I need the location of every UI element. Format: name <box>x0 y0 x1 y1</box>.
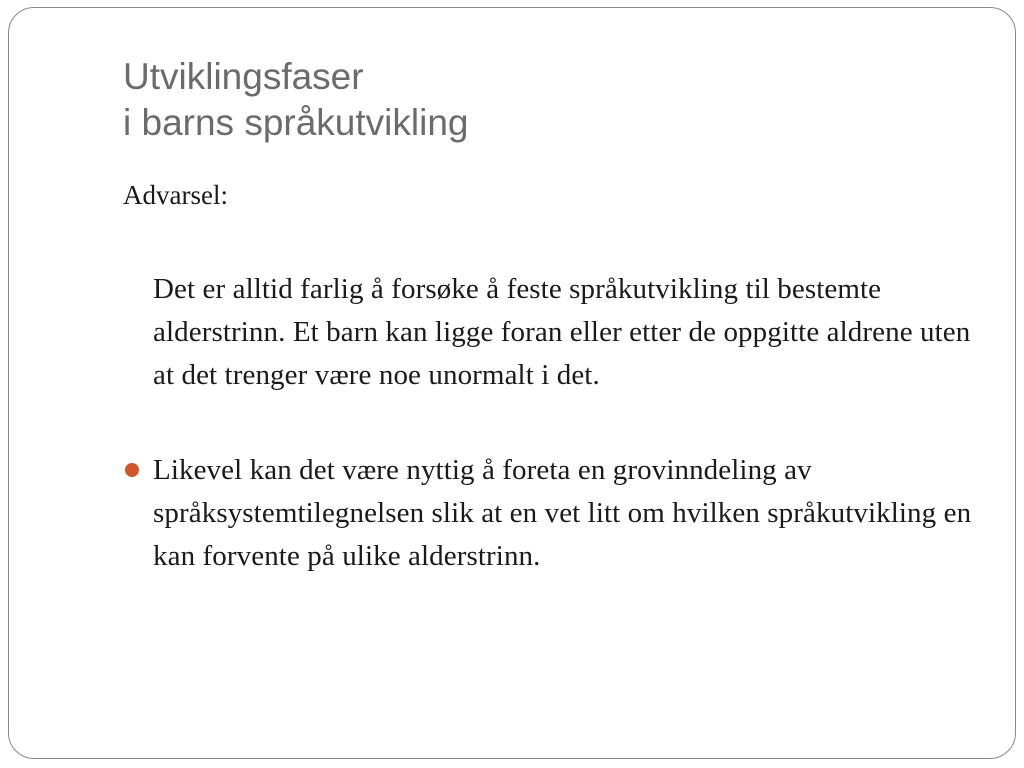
warning-paragraph: Det er alltid farlig å forsøke å feste språkutvikling til bestemte alderstrinn. Et barn kan ligge foran eller etter de oppgitte aldrene uten at det trenger være noe unormalt i det. <box>153 273 971 391</box>
bullet-item: Likevel kan det være nyttig å foreta en grovinndeling av språksystemtilegnelsen slik at en vet litt om hvilken språkutvikling en kan forvente på ulike alderstrinn. <box>153 454 972 572</box>
title-line-1: Utviklingsfaser <box>123 56 364 97</box>
slide-frame <box>8 7 1016 759</box>
title-line-2: i barns språkutvikling <box>123 102 469 143</box>
bullet-dot-icon <box>125 463 139 477</box>
warning-label: Advarsel: <box>123 180 228 210</box>
slide-title <box>123 54 923 146</box>
